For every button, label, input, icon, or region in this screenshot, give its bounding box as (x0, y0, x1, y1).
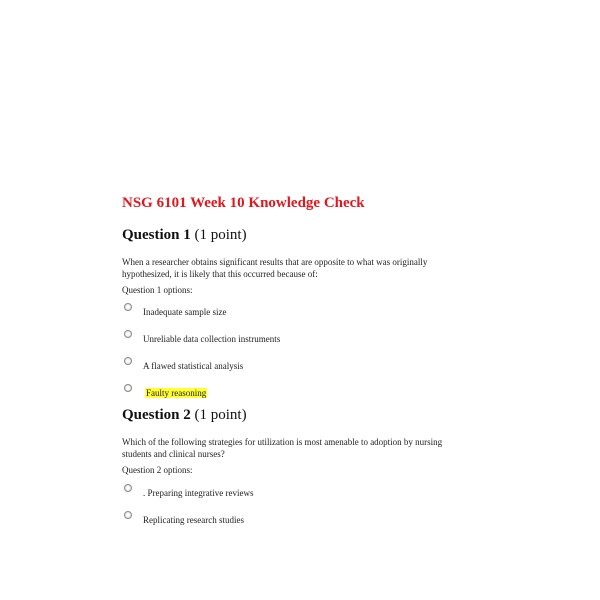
option-text-highlighted (145, 388, 207, 398)
question-1-points: (1 point) (194, 227, 247, 243)
option-text: Replicating research studies (143, 515, 244, 525)
option-text: Unreliable data collection instruments (143, 334, 281, 344)
document-title: NSG 6101 Week 10 Knowledge Check (122, 195, 365, 211)
question-2-option-1[interactable] (124, 484, 444, 498)
radio-button[interactable] (124, 330, 132, 338)
question-2-label: Question 2 (122, 407, 191, 423)
question-1-option-2[interactable] (124, 330, 444, 344)
radio-button[interactable] (124, 484, 132, 492)
question-1-text: When a researcher obtains significant results that are opposite to what was originally hypothesized, it is likely that this occurred because of: (122, 257, 428, 279)
radio-button[interactable] (124, 303, 132, 311)
question-2-option-2[interactable] (124, 511, 444, 525)
question-2-text: Which of the following strategies for utilization is most amenable to adoption by nursing students and clinical nurses? (122, 437, 443, 459)
question-1-option-3[interactable] (124, 357, 444, 371)
radio-button[interactable] (124, 511, 132, 519)
radio-button[interactable] (124, 357, 132, 365)
option-text: . Preparing integrative reviews (143, 488, 254, 498)
highlight-mark: Faulty reasoning (146, 388, 207, 398)
question-2-points: (1 point) (194, 407, 247, 423)
question-1-option-1[interactable] (124, 303, 444, 317)
question-1-option-4[interactable] (124, 384, 444, 398)
option-text: Inadequate sample size (143, 307, 227, 317)
question-1-heading (122, 227, 247, 244)
question-1-options-label: Question 1 options: (122, 285, 193, 295)
question-2-options-label: Question 2 options: (122, 465, 193, 475)
question-2-heading (122, 407, 247, 424)
radio-button[interactable] (124, 384, 132, 392)
question-1-label: Question 1 (122, 227, 191, 243)
option-text: A flawed statistical analysis (143, 361, 244, 371)
